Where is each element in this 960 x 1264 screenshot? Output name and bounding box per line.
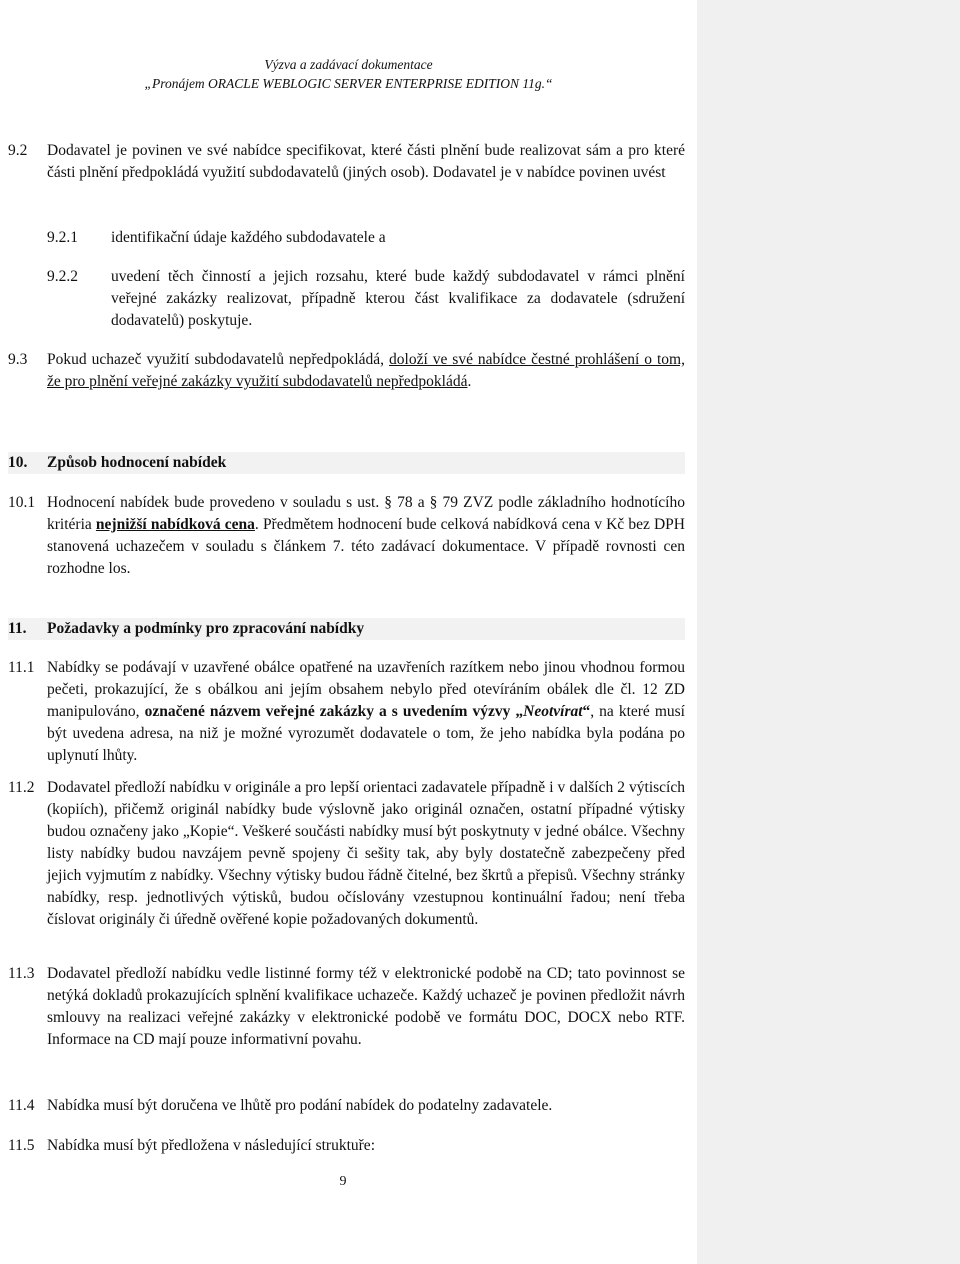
text-run: . Předmětem hodnocení bude celková nabídková cena v Kč bez DPH stanovená uchazečem v souladu s článkem 7. této zadávací dokumentace. V případě rovnosti cen rozhodne los.	[47, 516, 685, 577]
section-number: 9.2.1	[47, 229, 78, 246]
heading-title: Požadavky a podmínky pro zpracování nabídky	[47, 620, 365, 637]
paragraph-10-1	[47, 492, 685, 580]
section-number: 11.5	[8, 1137, 35, 1154]
page-number: 9	[339, 1174, 347, 1189]
heading-title: Způsob hodnocení nabídek	[47, 454, 227, 471]
paragraph-11-4: Nabídka musí být doručena ve lhůtě pro podání nabídek do podatelny zadavatele.	[47, 1097, 553, 1114]
text-run: , na které musí být uvedena adresa, na niž je možné vyrozumět dodavatele o tom, že jeho nabídka byla podána po uplynutí lhůty.	[47, 703, 685, 764]
underlined-text: doloží ve své nabídce čestné prohlášení o tom, že pro plnění veřejné zakázky využití subdodavatelů nepředpokládá	[47, 351, 685, 390]
paragraph-9-2: Dodavatel je povinen ve své nabídce specifikovat, které části plnění bude realizovat sám a pro které části plnění předpokládá využití subdodavatelů (jiných osob). Dodavatel je v nabídce povinen uvést	[47, 142, 685, 181]
paragraph-9-2-1: identifikační údaje každého subdodavatele a	[111, 229, 386, 246]
section-number: 10.1	[8, 494, 36, 511]
paragraph-9-3	[47, 349, 685, 393]
paragraph-11-3: Dodavatel předloží nabídku vedle listinné formy též v elektronické podobě na CD; tato povinnost se netýká dokladů prokazujících splnění kvalifikace uchazeče. Každý uchazeč je povinen předložit návrh smlouvy na realizaci veřejné zakázky v elektronické podobě ve formátu DOC, DOCX nebo RTF. Informace na CD mají pouze informativní povahu.	[47, 965, 685, 1048]
section-number: 9.3	[8, 351, 28, 368]
paragraph-9-2-2: uvedení těch činností a jejich rozsahu, které bude každý subdodavatel v rámci plnění veřejné zakázky realizovat, případně kterou část kvalifikace za dodavatele (sdružení dodavatelů) poskytuje.	[111, 268, 685, 329]
paragraph-11-2: Dodavatel předloží nabídku v originále a pro lepší orientaci zadavatele případně i v dalších 2 výtiscích (kopiích), přičemž originál nabídky bude výslovně jako originál označen, ostatní případné výtisky budou označeny jako „Kopie“. Veškeré součásti nabídky musí být poskytnuty v jedné obálce. Všechny listy nabídky budou navzájem pevně spojeny či sešity tak, aby byly dostatečně zabezpečeny před jejich vyjmutím z nabídky. Všechny výtisky budou řádně čitelné, bez škrtů a přepisů. Všechny stránky nabídky, resp. jednotlivých výtisků, budou očíslovány vzestupnou kontinuální řadou; není třeba číslovat originály či úředně ověřené kopie požadovaných dokumentů.	[47, 779, 685, 928]
heading-number: 10.	[8, 454, 28, 471]
text-run: Hodnocení nabídek bude provedeno v souladu s ust. § 78 a § 79 ZVZ podle základního hodnotícího kritéria	[47, 494, 685, 533]
text-run: .	[467, 373, 472, 390]
bold-italic-text: Neotvírat	[523, 703, 583, 720]
section-number: 9.2	[8, 142, 28, 159]
section-number: 9.2.2	[47, 268, 78, 285]
bold-underlined-text: nejnižší nabídková cena	[95, 516, 255, 533]
header-line-1: Výzva a zadávací dokumentace	[264, 57, 433, 72]
header-line-2: „Pronájem ORACLE WEBLOGIC SERVER ENTERPRISE EDITION 11g.“	[144, 76, 553, 91]
comment-margin	[697, 0, 960, 1264]
bold-text: “	[582, 703, 591, 720]
section-number: 11.4	[8, 1097, 35, 1114]
paragraph-11-5: Nabídka musí být předložena v následující struktuře:	[47, 1137, 375, 1154]
section-number: 11.1	[8, 659, 35, 676]
section-number: 11.2	[8, 779, 35, 796]
section-number: 11.3	[8, 965, 35, 982]
text-run: Pokud uchazeč využití subdodavatelů nepředpokládá,	[47, 351, 390, 368]
bold-text: označené názvem veřejné zakázky a s uvedením výzvy „	[144, 703, 524, 720]
text-run: Nabídky se podávají v uzavřené obálce opatřené na uzavřeních razítkem nebo jinou vhodnou formou pečeti, prokazující, že s obálkou ani jejím obsahem nebylo před otevíráním obálek dle čl. 12 ZD manipulováno,	[47, 659, 685, 720]
heading-number: 11.	[8, 620, 27, 637]
paragraph-11-1	[47, 657, 685, 767]
